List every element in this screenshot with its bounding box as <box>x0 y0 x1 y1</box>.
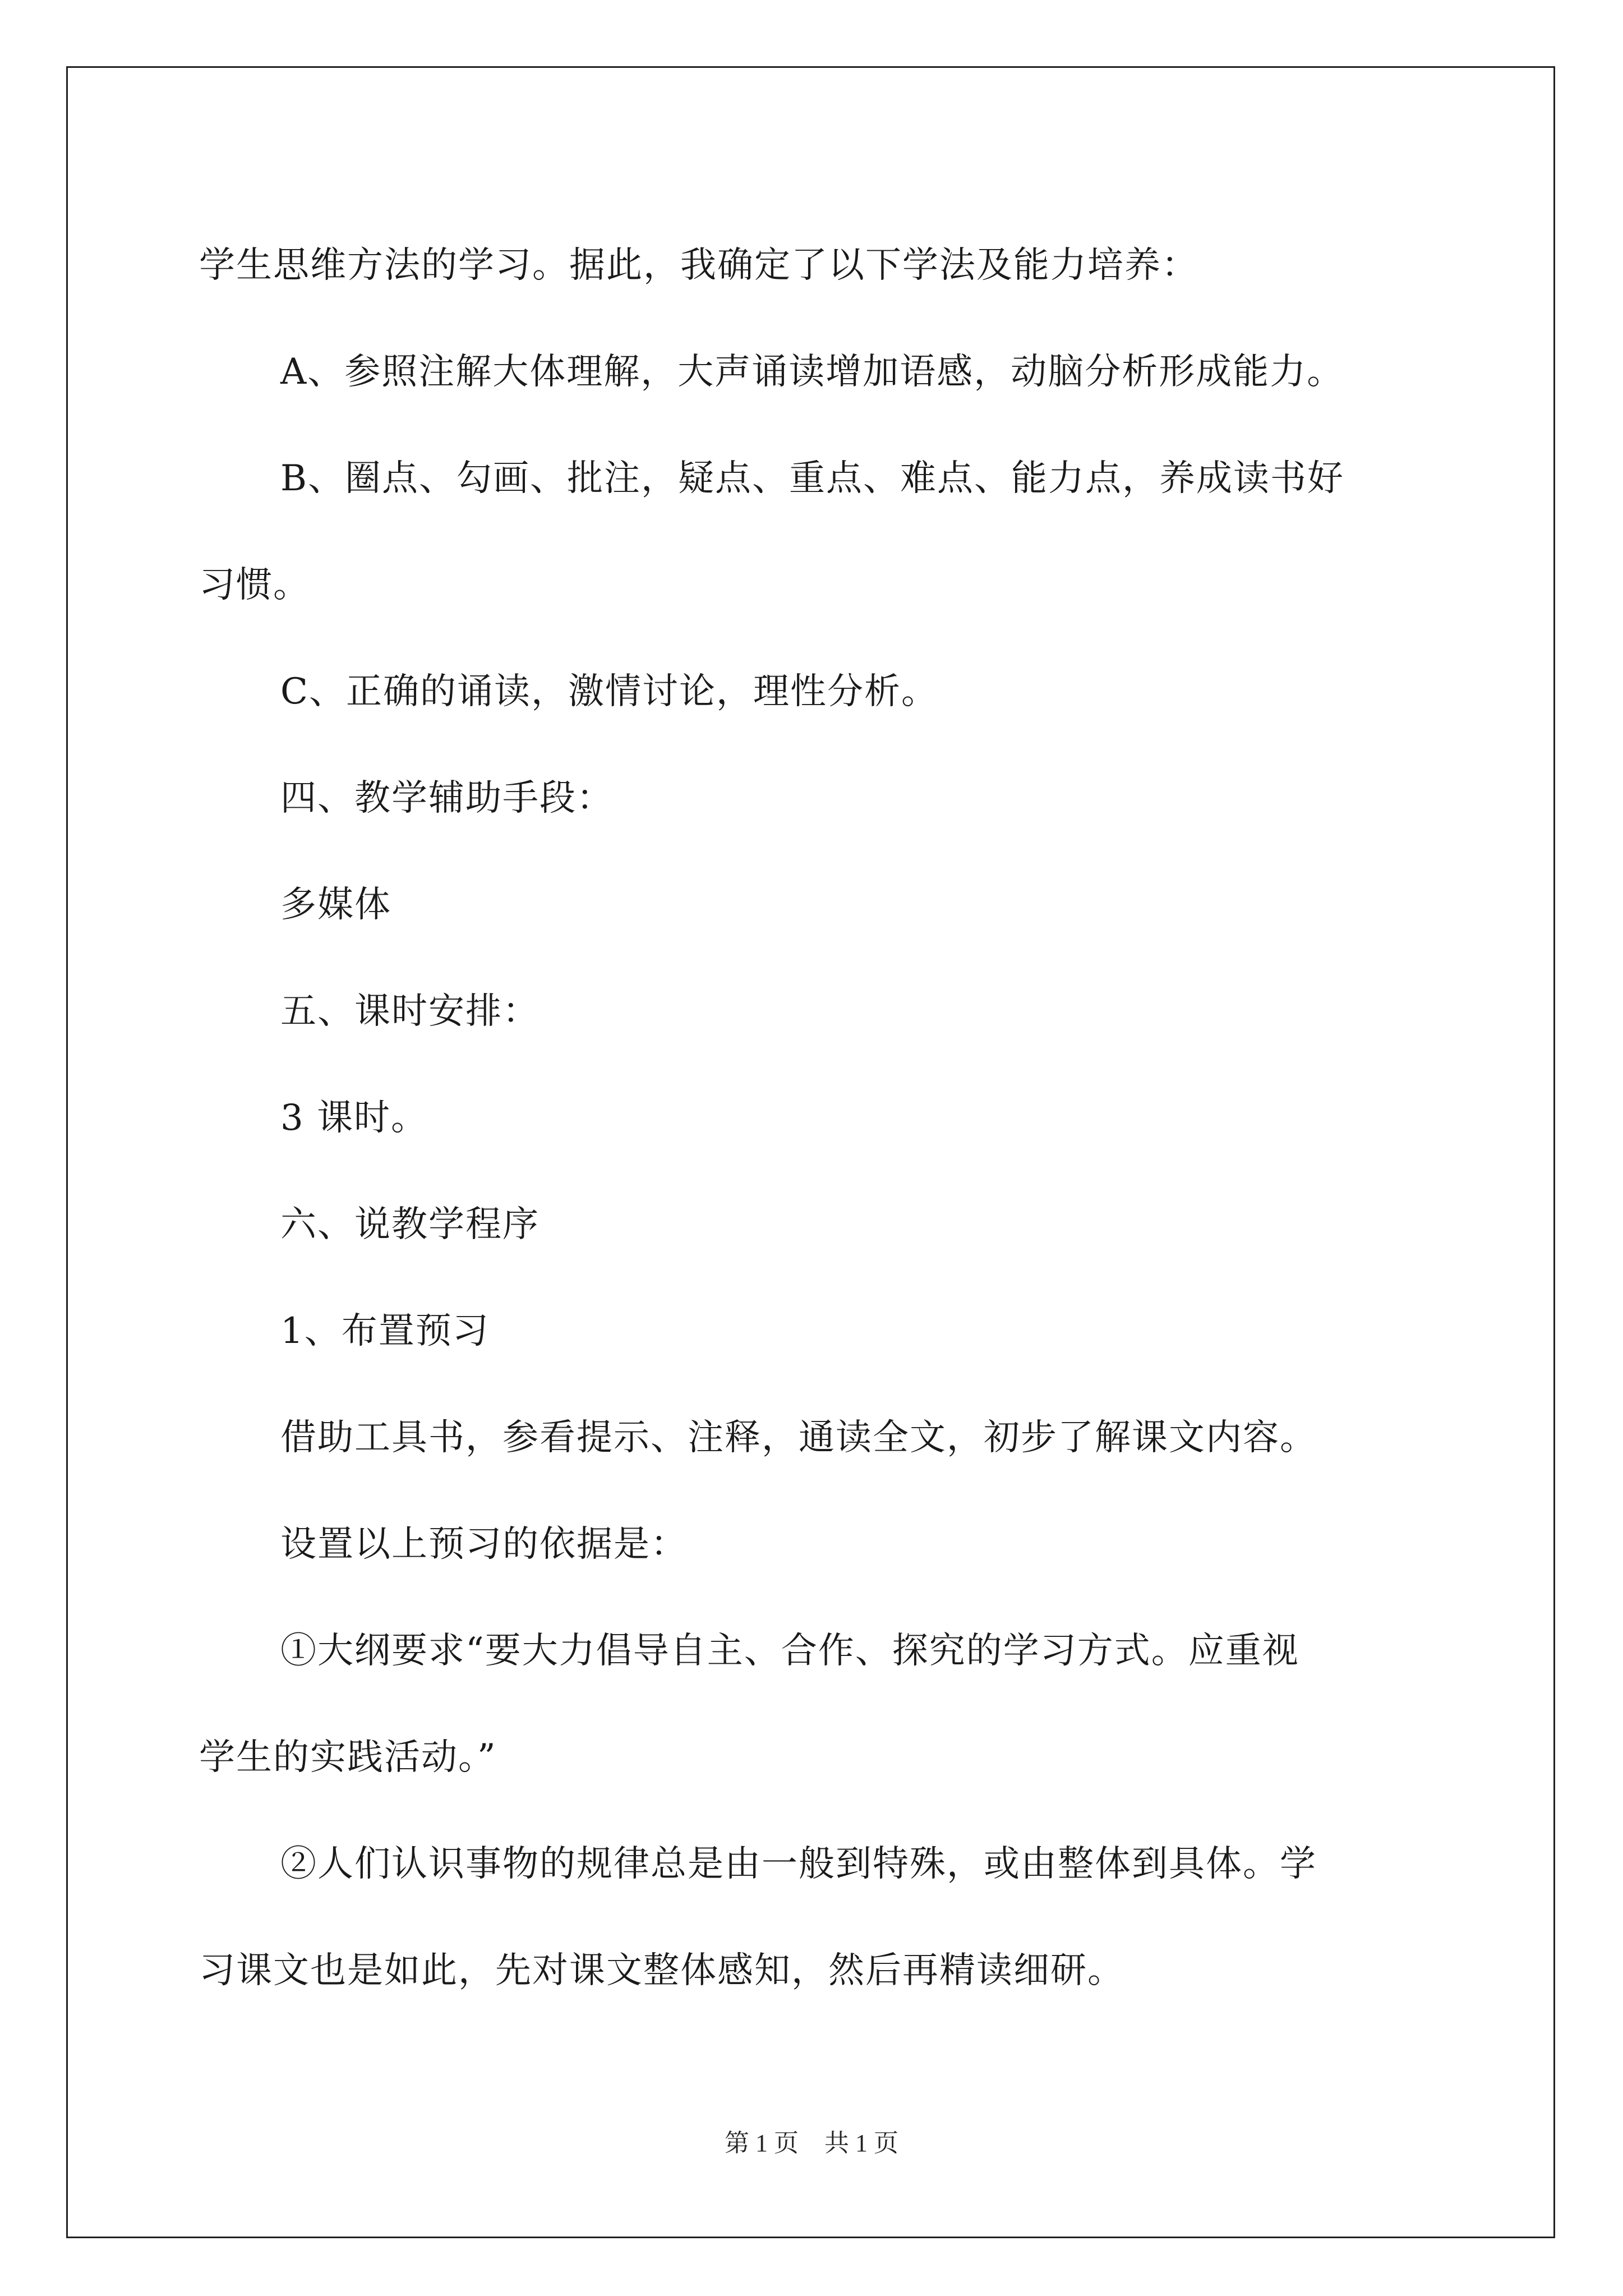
paragraph-line: 借助工具书，参看提示、注释，通读全文，初步了解课文内容。 <box>280 1417 1317 1458</box>
section-heading: 六、说教学程序 <box>280 1204 540 1245</box>
paragraph-line: 设置以上预习的依据是： <box>280 1524 688 1565</box>
paragraph-line: B、圈点、勾画、批注，疑点、重点、难点、能力点，养成读书好 <box>280 458 1345 499</box>
paragraph-line: C、正确的诵读，激情讨论，理性分析。 <box>280 671 938 712</box>
subsection-heading: 1、布置预习 <box>280 1310 490 1352</box>
page-total: 共 1 页 <box>824 2129 898 2157</box>
document-body <box>199 212 1438 2024</box>
paragraph-line: 3 课时。 <box>280 1097 428 1139</box>
paragraph-line: 习惯。 <box>199 564 310 606</box>
section-heading: 四、教学辅助手段： <box>280 777 614 819</box>
paragraph-line: A、参照注解大体理解，大声诵读增加语感，动脑分析形成能力。 <box>280 351 1344 393</box>
paragraph-line: ①大纲要求“要大力倡导自主、合作、探究的学习方式。应重视 <box>280 1630 1299 1672</box>
paragraph-line: 多媒体 <box>280 884 391 926</box>
section-heading: 五、课时安排： <box>280 991 540 1032</box>
paragraph-line: 习课文也是如此，先对课文整体感知，然后再精读细研。 <box>199 1950 1124 1991</box>
page-footer <box>0 2123 1623 2159</box>
paragraph-line: 学生的实践活动。” <box>199 1737 497 1778</box>
page-number: 第 1 页 <box>725 2129 799 2157</box>
paragraph-line: 学生思维方法的学习。据此，我确定了以下学法及能力培养： <box>199 245 1198 286</box>
paragraph-line: ②人们认识事物的规律总是由一般到特殊，或由整体到具体。学 <box>280 1843 1317 1885</box>
